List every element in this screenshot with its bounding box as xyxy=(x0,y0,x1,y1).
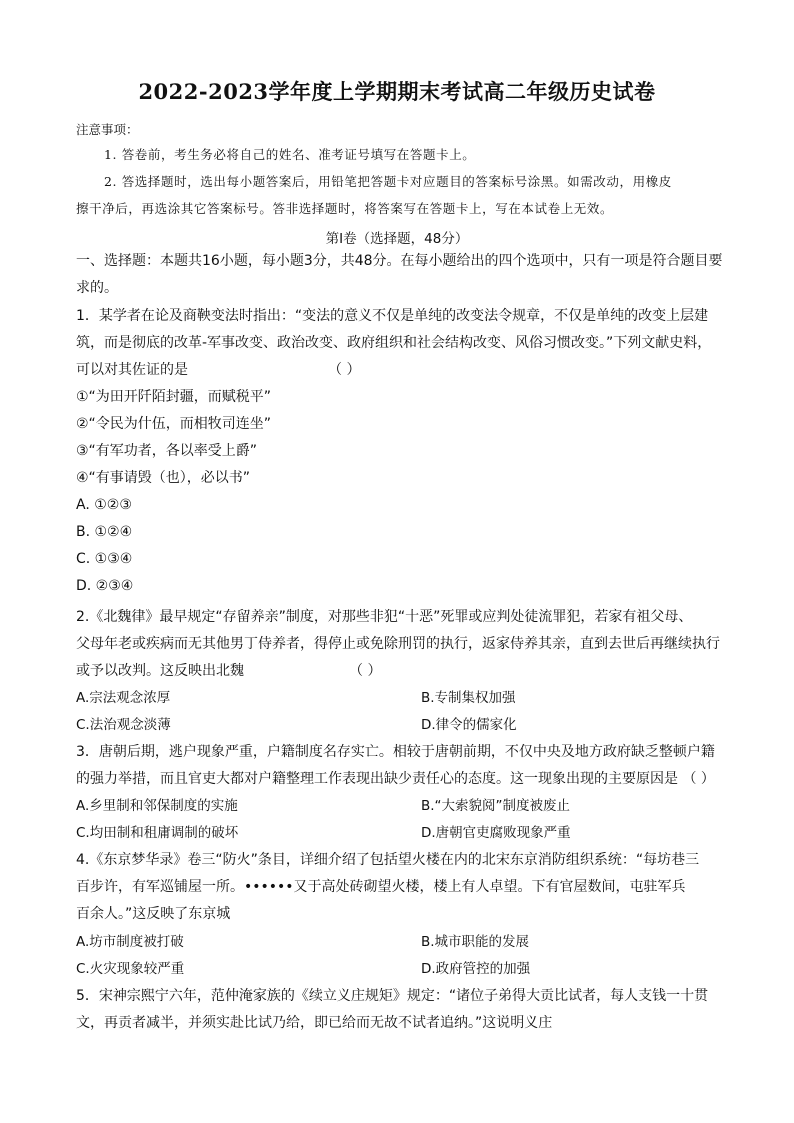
page-title: 2022-2023学年度上学期期末考试高二年级历史试卷 xyxy=(138,79,656,104)
q2-stem-line-1: 2.《北魏律》最早规定“存留养亲”制度，对那些非犯“十恶”死罪或应判处徒流罪犯，若家有祖父母、 xyxy=(76,609,693,625)
q1-statement-2: ②“令民为什伍，而相牧司连坐” xyxy=(76,416,272,432)
q1-option-a: A. ①②③ xyxy=(76,497,132,513)
answer-paren: （ ） xyxy=(328,362,361,378)
q3-option-b: B.“大索貌阅”制度被废止 xyxy=(421,798,571,814)
q3-option-c: C.均田制和租庸调制的破坏 xyxy=(76,825,239,841)
q1-statement-4: ④“有事请毁（也），必以书” xyxy=(76,470,251,486)
q4-stem-line-2: 百步许，有军巡铺屋一所。••••••又于高处砖砌望火楼，楼上有人卓望。下有官屋数间，屯驻军兵 xyxy=(76,879,686,895)
notice-line-2-cont: 擦干净后，再选涂其它答案标号。答非选择题时，将答案写在答题卡上，写在本试卷上无效。 xyxy=(76,201,614,216)
q2-stem-text: 或予以改判。这反映出北魏 xyxy=(76,663,244,679)
q1-option-c: C. ①③④ xyxy=(76,551,133,567)
q3-options-row-2 xyxy=(76,820,726,847)
q4-options-row-1 xyxy=(76,929,726,956)
q3-option-a: A.乡里制和邻保制度的实施 xyxy=(76,798,238,814)
q3-options-row-1 xyxy=(76,793,726,820)
q2-option-c: C.法治观念淡薄 xyxy=(76,717,171,733)
q2-stem-line-2: 父母年老或疾病而无其他男丁侍养者，得停止或免除刑罚的执行，返家侍养其亲，直到去世后再继续执行 xyxy=(76,636,720,652)
q1-statement-1: ①“为田开阡陌封疆，而赋税平” xyxy=(76,389,272,405)
q1-option-d: D. ②③④ xyxy=(76,578,134,594)
q4-stem-line-3: 百余人。”这反映了东京城 xyxy=(76,906,231,922)
q4-option-d: D.政府管控的加强 xyxy=(421,961,531,977)
question-4 xyxy=(76,847,726,928)
q1-stem-text: 可以对其佐证的是 xyxy=(76,362,188,378)
q2-option-b: B.专制集权加强 xyxy=(421,690,516,706)
q2-options-row-1 xyxy=(76,685,726,712)
section-intro-line-1: 一、选择题：本题共16小题，每小题3分，共48分。在每小题给出的四个选项中，只有一项是符合题目要 xyxy=(76,253,723,269)
notice-line-2: 2. 答选择题时，选出每小题答案后，用铅笔把答题卡对应题目的答案标号涂黑。如需改动，用橡皮 xyxy=(104,174,672,189)
q2-option-a: A.宗法观念浓厚 xyxy=(76,690,171,706)
question-5 xyxy=(76,983,726,1037)
q2-option-d: D.律令的儒家化 xyxy=(421,717,517,733)
answer-paren: （ ） xyxy=(349,663,382,679)
q5-stem-line-2: 文，再贡者减半，并须实赴比试乃给，即已给而无故不试者追纳。”这说明义庄 xyxy=(76,1015,553,1031)
q4-option-b: B.城市职能的发展 xyxy=(421,934,530,950)
q3-option-d: D.唐朝官吏腐败现象严重 xyxy=(421,825,571,841)
q4-option-a: A.坊市制度被打破 xyxy=(76,934,184,950)
q3-stem-line-2: 的强力举措，而且官吏大都对户籍整理工作表现出缺少责任心的态度。这一现象出现的主要原因是 （ ） xyxy=(76,771,715,787)
q4-options-row-2 xyxy=(76,956,726,983)
q3-stem-line-1: 3．唐朝后期，逃户现象严重，户籍制度名存实亡。相较于唐朝前期，不仅中央及地方政府缺乏整顿户籍 xyxy=(76,744,715,760)
question-3 xyxy=(76,739,726,793)
q4-stem-line-1: 4.《东京梦华录》卷三“防火”条目，详细介绍了包括望火楼在内的北宋东京消防组织系统：“每坊巷三 xyxy=(76,852,700,868)
notice-heading: 注意事项： xyxy=(76,122,139,137)
q2-stem-line-3 xyxy=(76,658,726,685)
q5-stem-line-1: 5．宋神宗熙宁六年，范仲淹家族的《续立义庄规矩》规定：“诸位子弟得大贡比试者，每人支钱一十贯 xyxy=(76,988,709,1004)
q1-stem-line-3 xyxy=(76,357,726,384)
notice-body xyxy=(76,141,721,222)
q1-option-b: B. ①②④ xyxy=(76,524,133,540)
notice-line-1: 1. 答卷前，考生务必将自己的姓名、准考证号填写在答题卡上。 xyxy=(104,147,476,162)
section-intro-line-2: 求的。 xyxy=(76,280,118,296)
q1-stem-line-2: 筑，而是彻底的改革-军事改变、政治改变、政府组织和社会结构改变、风俗习惯改变。”下列文献史料， xyxy=(76,335,712,351)
q4-option-c: C.火灾现象较严重 xyxy=(76,961,185,977)
section-intro xyxy=(76,248,726,302)
question-2 xyxy=(76,604,726,685)
question-1 xyxy=(76,303,726,600)
q2-options-row-2 xyxy=(76,712,726,739)
q1-stem-line-1: 1．某学者在论及商鞅变法时指出：“变法的意义不仅是单纯的改变法令规章，不仅是单纯的改变上层建 xyxy=(76,308,709,324)
q1-statement-3: ③“有军功者，各以率受上爵” xyxy=(76,443,258,459)
section-title: 第I卷（选择题，48分） xyxy=(325,231,469,247)
